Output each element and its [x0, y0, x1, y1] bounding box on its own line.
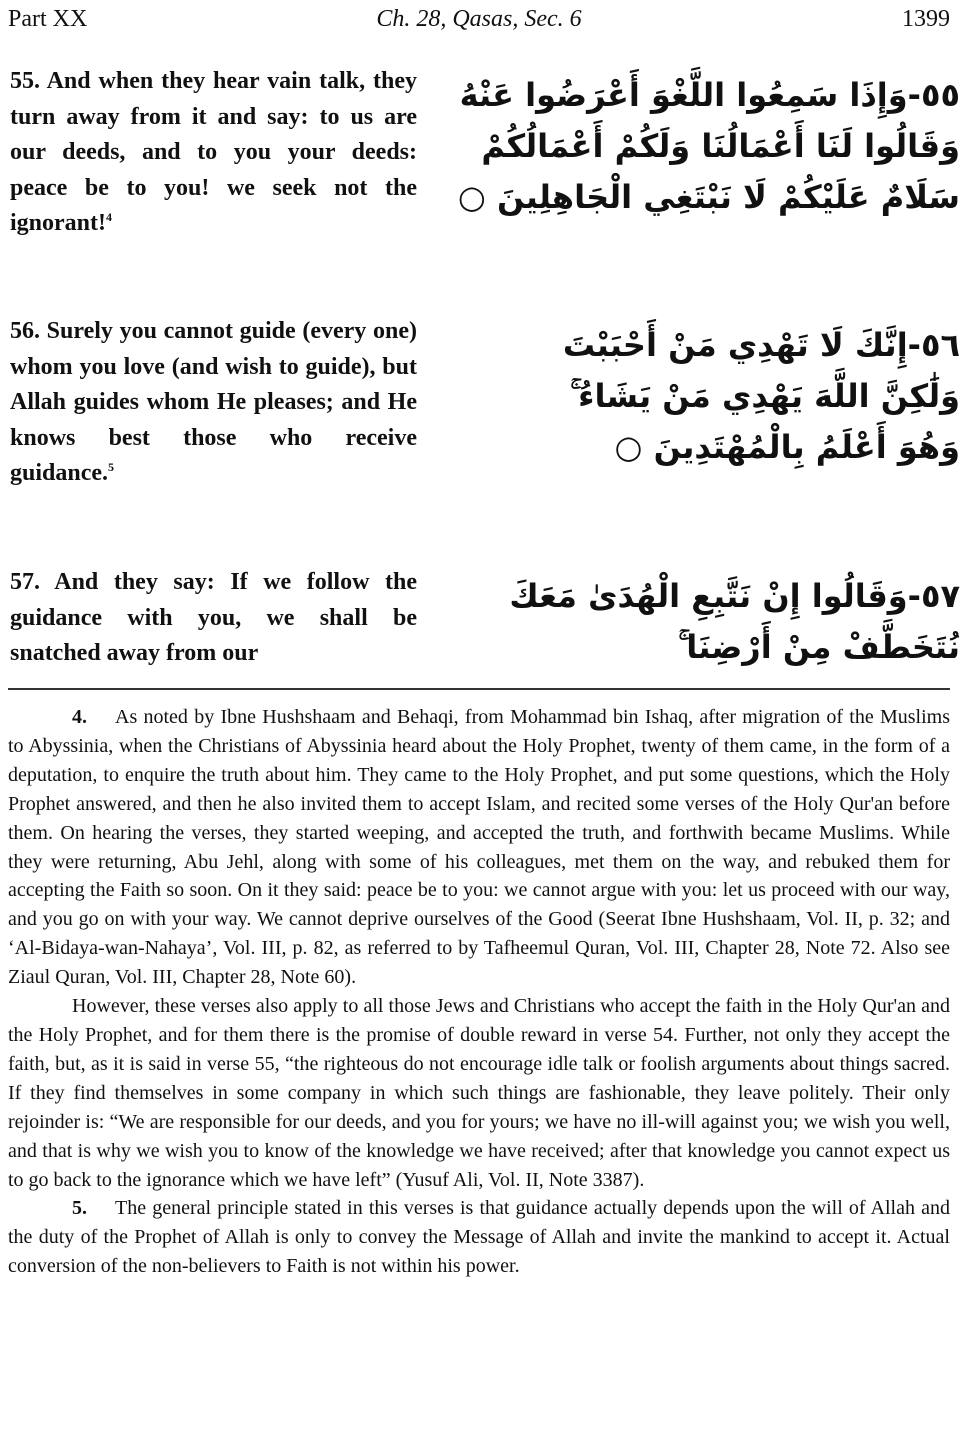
verse-57	[10, 565, 960, 675]
footnote-text: As noted by Ibne Hushshaam and Behaqi, from Mohammad bin Ishaq, after migration of the Muslims to Abyssinia, when the Christians of Abyssinia heard about the Holy Prophet, twenty of them came, in the form of a deputation, to enquire the truth about him. They came to the Holy Prophet, and put some questions, which the Holy Prophet answered, and then he also invited them to accept Islam, and recited some verses of the Holy Qur'an before them. On hearing the verses, they started weeping, and accepted the truth, and forthwith became Muslims. While they were returning, Abu Jehl, along with some of his colleagues, met them on the way, and rebuked them for accepting the Faith so soon. On it they said: peace be to you: we cannot argue with you: let us proceed with our way, and you go on with your way. We cannot deprive ourselves of the Good (Seerat Ibne Hushshaam, Vol. II, p. 32; and ‘Al-Bidaya-wan-Nahaya’, Vol. III, p. 82, as referred to by Tafheemul Quran, Vol. III, Chapter 28, Note 72. Also see Ziaul Quran, Vol. III, Chapter 28, Note 60).	[8, 706, 950, 989]
verse-56-translation	[10, 314, 417, 492]
arabic-line: نُتَخَطَّفْ مِنْ أَرْضِنَا ۚ	[678, 628, 960, 666]
page-number: 1399	[902, 6, 950, 32]
footnote-4-para-2	[8, 992, 950, 1194]
verse-55-arabic	[457, 70, 960, 223]
arabic-line: ٥٧-وَقَالُوا إِنْ نَتَّبِعِ الْهُدَىٰ مَعَكَ	[509, 577, 960, 615]
verse-56-text: 56. Surely you cannot guide (every one) whom you love (and wish to guide), but Allah guides whom He pleases; and He knows best those who receive guidance.	[10, 318, 417, 486]
footnote-text: However, these verses also apply to all those Jews and Christians who accept the faith in the Holy Qur'an and the Holy Prophet, and for them there is the promise of double reward in verse 54. Further, not only they accept the faith, but, as it is said in verse 55, “the righteous do not encourage idle talk or foolish arguments about things sacred. If they find themselves in some company in which such things are fashionable, they leave politely. Their only rejoinder is: “We are responsible for our deeds, and you for yours; we have no ill-will against you; we wish you well, and that is why we wish you to know of the knowledge we have received; after that knowledge you cannot expect us to go back to the ignorance which we have left” (Yusuf Ali, Vol. II, Note 3387).	[8, 995, 950, 1191]
part-label: Part XX	[8, 6, 88, 32]
verse-55	[10, 64, 960, 279]
footnote-text: The general principle stated in this verses is that guidance actually depends upon the will of Allah and the duty of the Prophet of Allah is only to convey the Message of Allah and invite the mankind to accept it. Actual conversion of the non-believers to Faith is not within his power.	[8, 1197, 950, 1278]
verse-57-text: 57. And they say: If we follow the guidance with you, we shall be snatched away from our	[10, 569, 417, 666]
arabic-line: وَلَٰكِنَّ اللَّهَ يَهْدِي مَنْ يَشَاءُ ۚ	[570, 377, 960, 415]
footnote-number: 5.	[72, 1197, 87, 1220]
arabic-line: سَلَامٌ عَلَيْكُمْ لَا نَبْتَغِي الْجَاهِلِينَ ○	[457, 178, 960, 216]
chapter-title: Ch. 28, Qasas, Sec. 6	[376, 6, 582, 32]
footnote-ref-4[interactable]: 4	[106, 210, 112, 224]
verse-57-arabic	[509, 571, 960, 673]
verse-57-translation	[10, 565, 417, 672]
verse-55-translation	[10, 64, 417, 242]
footnote-divider	[8, 688, 950, 690]
running-header	[8, 4, 950, 34]
footnote-5-para-1	[8, 1194, 950, 1281]
footnote-number: 4.	[72, 706, 87, 728]
arabic-line: وَقَالُوا لَنَا أَعْمَالُنَا وَلَكُمْ أَعْمَالُكُمْ	[481, 127, 960, 165]
footnote-4-para-1	[8, 703, 950, 992]
verse-56	[10, 314, 960, 529]
footnote-ref-5[interactable]: 5	[108, 460, 115, 474]
verse-56-arabic	[562, 320, 960, 473]
arabic-line: ٥٥-وَإِذَا سَمِعُوا اللَّغْوَ أَعْرَضُوا عَنْهُ	[459, 76, 960, 114]
arabic-line: ٥٦-إِنَّكَ لَا تَهْدِي مَنْ أَحْبَبْتَ	[562, 326, 960, 364]
footnotes	[8, 703, 950, 1281]
verse-55-text: 55. And when they hear vain talk, they turn away from it and say: to us are our deeds, and to you your deeds: peace be to you! we seek not the ignorant!	[10, 68, 417, 236]
arabic-line: وَهُوَ أَعْلَمُ بِالْمُهْتَدِينَ ○	[614, 428, 960, 466]
